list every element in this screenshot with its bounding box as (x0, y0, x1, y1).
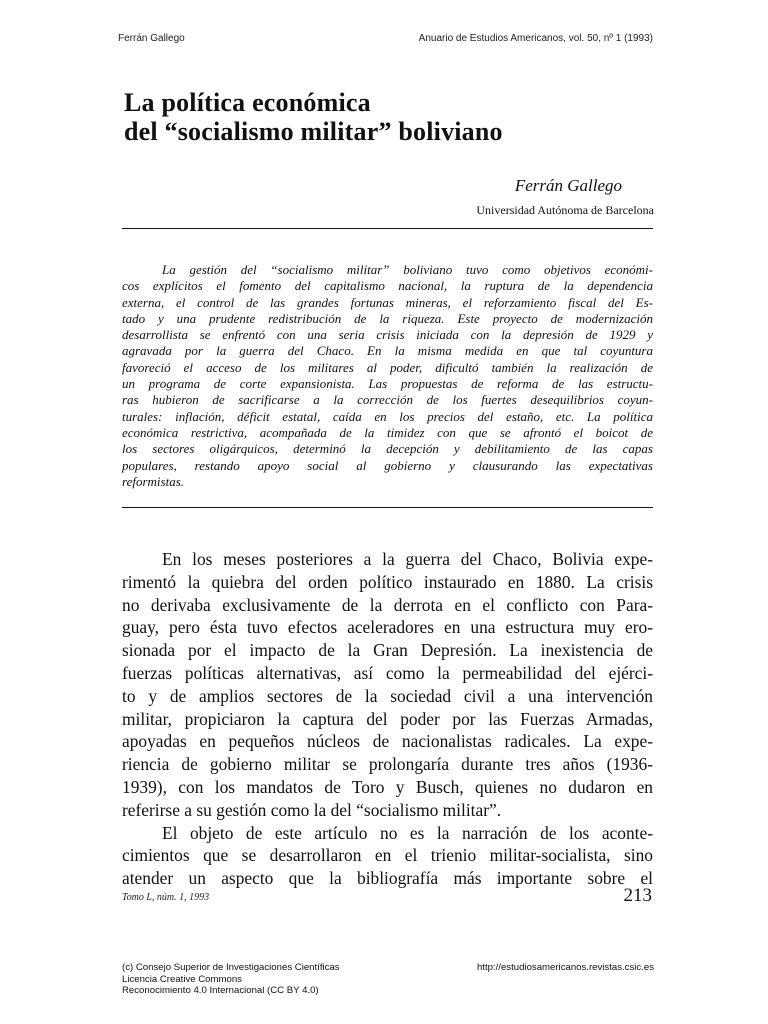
body-line: rimentó la quiebra del orden político instaurado en 1880. La crisis (122, 571, 653, 592)
article-title-line: del “socialismo militar” boliviano (124, 117, 503, 146)
body-line: referirse a su gestión como la del “socialismo militar”. (122, 799, 502, 820)
license-line: Licencia Creative Commons (122, 973, 242, 985)
paragraph-1 (122, 548, 653, 822)
license-notice (122, 962, 340, 997)
body-line: En los meses posteriores a la guerra del Chaco, Bolivia expe- (162, 549, 653, 569)
journal-url[interactable]: http://estudiosamericanos.revistas.csic.es (476, 962, 654, 973)
abstract-line: económica restrictiva, acompañada de la timidez con que se afrontó el boicot de (122, 424, 653, 440)
abstract-top-rule (122, 228, 653, 229)
running-head (118, 33, 653, 44)
abstract-line: turales: inflación, déficit estatal, caída en los precios del estaño, etc. La política (122, 408, 653, 424)
body-line: to y de amplios sectores de la sociedad civil a una intervención (122, 685, 653, 706)
abstract-line: agravada por la guerra del Chaco. En la misma medida en que tal coyuntura (122, 343, 653, 359)
body-line: guay, pero ésta tuvo efectos aceleradores en una estructura muy ero- (122, 617, 653, 638)
body-line: cimientos que se desarrollaron en el trienio militar-socialista, sino (122, 845, 653, 866)
body-line: sionada por el impacto de la Gran Depresión. La inexistencia de (122, 640, 653, 661)
abstract-line: populares, restando apoyo social al gobierno y clausurando las expectativas (122, 457, 653, 473)
paragraph-2 (122, 822, 653, 890)
author-affiliation: Universidad Autónoma de Barcelona (476, 203, 654, 217)
abstract-line: reformistas. (122, 473, 184, 489)
abstract-line: tado y una prudente redistribución de la riqueza. Este proyecto de modernización (122, 310, 653, 326)
article-title-line: La política económica (124, 88, 371, 117)
abstract-line: un programa de corte expansionista. Las propuestas de reforma de las estructu- (122, 376, 653, 392)
abstract-line: favoreció el acceso de los militares al poder, dificultó también la realización de (122, 359, 653, 375)
article-author: Ferrán Gallego (514, 176, 622, 195)
body-line: atender un aspecto que la bibliografía más importante sobre el (122, 868, 653, 889)
body-line: fuerzas políticas alternativas, así como la permeabilidad del ejérci- (122, 662, 653, 683)
abstract-line: cos explícitos el fomento del capitalismo nacional, la ruptura de la dependencia (122, 278, 653, 294)
body-line: riencia de gobierno militar se prolongaría durante tres años (1936- (122, 754, 653, 775)
body-line: militar, propiciaron la captura del poder por las Fuerzas Armadas, (122, 708, 653, 729)
license-line: (c) Consejo Superior de Investigaciones Científicas (122, 962, 340, 973)
running-head-author: Ferrán Gallego (118, 33, 185, 44)
abstract-line: los sectores oligárquicos, determinó la decepción y debilitamiento de las capas (122, 441, 653, 457)
page-number: 213 (623, 885, 652, 906)
abstract-line: ras hubieron de sacrificarse a la corrección de los fuertes desequilibrios coyun- (122, 392, 653, 408)
abstract-bottom-rule (122, 507, 653, 508)
body-line: 1939), con los mandatos de Toro y Busch, quienes no dudaron en (122, 776, 653, 797)
abstract-line: La gestión del “socialismo militar” boliviano tuvo como objetivos económi- (162, 262, 653, 277)
body-text (122, 548, 653, 890)
volume-reference: Tomo L, núm. 1, 1993 (122, 892, 210, 903)
body-line: El objeto de este artículo no es la narración de los aconte- (162, 822, 653, 843)
body-line: no derivaba exclusivamente de la derrota en el conflicto con Para- (122, 594, 653, 615)
abstract-line: desarrollista se enfrentó con una seria crisis iniciada con la depresión de 1929 y (122, 327, 653, 343)
running-head-journal: Anuario de Estudios Americanos, vol. 50, nº 1 (1993) (418, 33, 653, 44)
license-line: Reconocimiento 4.0 Internacional (CC BY 4.0) (122, 985, 319, 996)
body-line: apoyadas en pequeños núcleos de nacionalistas radicales. La expe- (122, 731, 653, 752)
abstract-line: externa, el control de las grandes fortunas mineras, el reforzamiento fiscal del Es- (122, 294, 653, 310)
abstract (122, 262, 653, 490)
article-title (124, 88, 654, 146)
